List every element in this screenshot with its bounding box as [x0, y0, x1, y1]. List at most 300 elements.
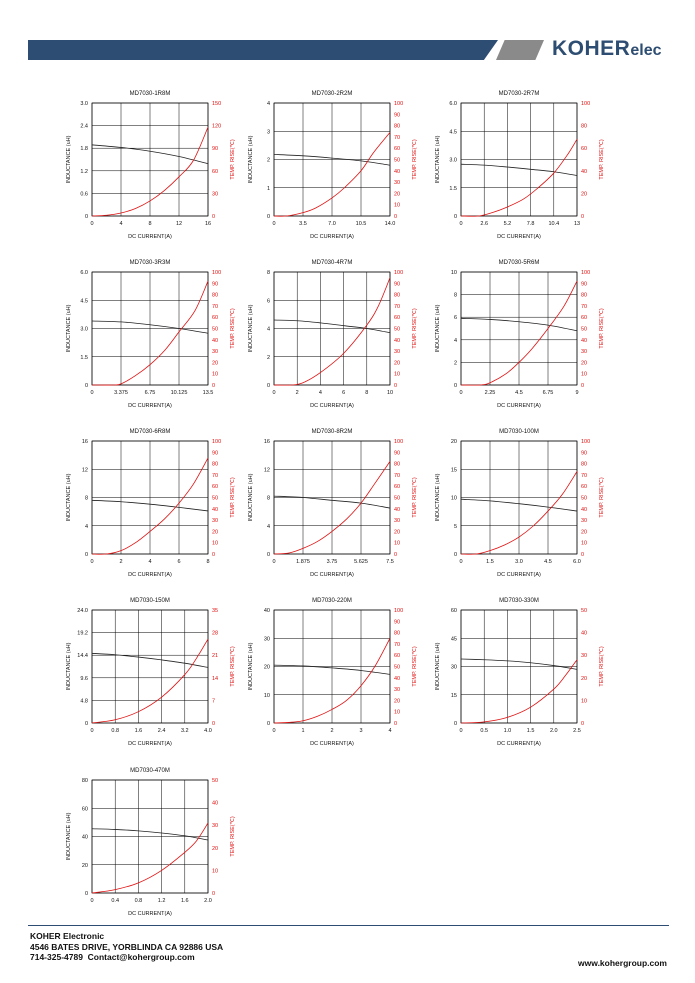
y-right-tick-label: 30	[581, 518, 588, 525]
y-right-tick-label: 70	[394, 303, 401, 310]
x-tick-label: 5.625	[354, 559, 368, 565]
y-left-tick-label: 4.8	[80, 698, 88, 705]
y-left-tick-label: 0	[266, 721, 270, 727]
inductance-chart	[435, 260, 605, 409]
chart-title: MD7030-5R6M	[498, 260, 540, 266]
x-axis-label: DC CURRENT(A)	[128, 234, 172, 240]
y-right-tick-label: 20	[212, 845, 219, 852]
x-tick-label: 2.6	[480, 221, 489, 227]
chart-title: MD7030-150M	[130, 598, 170, 604]
y-right-tick-label: 90	[394, 619, 401, 626]
y-left-tick-label: 0	[84, 552, 88, 558]
y-right-tick-label: 10	[212, 868, 219, 875]
y-right-tick-label: 20	[581, 191, 588, 198]
x-tick-label: 2.0	[204, 898, 212, 904]
inductance-chart	[248, 598, 418, 747]
y-right-tick-label: 50	[394, 157, 401, 164]
y-right-tick-label: 0	[212, 214, 216, 220]
x-tick-label: 6.75	[144, 390, 156, 396]
y-left-tick-label: 60	[450, 608, 457, 614]
x-tick-label: 1.6	[180, 898, 189, 904]
y-left-tick-label: 1.2	[80, 168, 88, 175]
y-left-tick-label: 2	[453, 360, 457, 367]
y-right-tick-label: 10	[212, 371, 219, 378]
inductance-chart	[435, 598, 605, 747]
y-right-tick-label: 40	[394, 675, 401, 682]
y-right-tick-label: 70	[394, 641, 401, 648]
y-right-tick-label: 21	[212, 653, 219, 660]
y-right-tick-label: 20	[394, 360, 401, 367]
y-right-tick-label: 70	[212, 472, 219, 479]
y-right-tick-label: 30	[212, 518, 219, 525]
y-right-tick-label: 0	[581, 383, 585, 389]
y-left-axis-label: INDUCTANCE (uH)	[248, 135, 254, 184]
y-right-tick-label: 100	[581, 439, 591, 445]
temp-rise-curve	[461, 139, 577, 216]
y-right-tick-label: 80	[581, 292, 588, 299]
y-right-tick-label: 30	[212, 823, 219, 830]
x-tick-label: 8	[365, 390, 369, 396]
y-right-tick-label: 100	[212, 439, 222, 445]
y-right-tick-label: 90	[394, 112, 401, 119]
x-tick-label: 0	[272, 390, 276, 396]
y-right-tick-label: 60	[581, 484, 588, 491]
y-left-tick-label: 4	[266, 101, 270, 107]
y-left-axis-label: INDUCTANCE (uH)	[66, 473, 72, 522]
y-right-tick-label: 40	[581, 630, 588, 637]
y-right-tick-label: 0	[394, 214, 398, 220]
y-right-tick-label: 10	[394, 540, 401, 547]
y-left-tick-label: 0.6	[80, 191, 88, 198]
x-tick-label: 10.4	[548, 221, 560, 227]
y-left-tick-label: 5	[453, 523, 457, 530]
x-tick-label: 2	[330, 728, 334, 734]
x-tick-label: 0	[459, 728, 463, 734]
y-left-tick-label: 0	[84, 383, 88, 389]
x-tick-label: 0	[459, 221, 463, 227]
y-right-tick-label: 20	[212, 529, 219, 536]
logo-suffix: elec	[630, 42, 662, 59]
x-tick-label: 0	[90, 221, 94, 227]
y-left-tick-label: 9.6	[80, 675, 88, 682]
y-right-tick-label: 40	[394, 337, 401, 344]
y-left-axis-label: INDUCTANCE (uH)	[435, 473, 441, 522]
y-right-axis-label: TEMP. RISE(℃)	[412, 308, 418, 349]
y-right-axis-label: TEMP. RISE(℃)	[599, 477, 605, 518]
x-tick-label: 1.6	[134, 728, 143, 734]
chart-title: MD7030-330M	[499, 598, 539, 604]
footer-divider	[28, 925, 669, 926]
x-tick-label: 5.2	[503, 221, 512, 227]
x-tick-label: 2.4	[157, 728, 166, 734]
y-right-tick-label: 40	[212, 506, 219, 513]
y-right-tick-label: 30	[581, 653, 588, 660]
inductance-chart	[435, 91, 605, 240]
x-tick-label: 4	[388, 728, 392, 734]
y-right-tick-label: 50	[394, 664, 401, 671]
y-left-tick-label: 6	[266, 298, 270, 305]
y-left-tick-label: 4.5	[80, 298, 88, 305]
inductance-chart	[66, 91, 236, 240]
x-tick-label: 12	[175, 221, 183, 227]
y-left-tick-label: 20	[263, 664, 270, 671]
x-tick-label: 6	[342, 390, 346, 396]
y-right-tick-label: 10	[581, 540, 588, 547]
y-right-tick-label: 100	[212, 270, 222, 276]
y-left-tick-label: 45	[450, 636, 457, 643]
y-left-tick-label: 6.0	[80, 270, 88, 276]
y-left-tick-label: 0	[453, 383, 457, 389]
x-tick-label: 1.5	[526, 728, 535, 734]
y-left-axis-label: INDUCTANCE (uH)	[248, 642, 254, 691]
y-left-tick-label: 0	[266, 552, 270, 558]
chart-title: MD7030-4R7M	[311, 260, 353, 266]
x-axis-label: DC CURRENT(A)	[497, 741, 541, 747]
inductance-chart	[248, 429, 418, 578]
y-left-tick-label: 2.4	[80, 123, 88, 130]
x-axis-label: DC CURRENT(A)	[128, 741, 172, 747]
y-left-tick-label: 1.5	[449, 185, 457, 192]
y-right-tick-label: 60	[581, 315, 588, 322]
y-right-tick-label: 30	[581, 349, 588, 356]
x-tick-label: 2.5	[573, 728, 581, 734]
y-right-tick-label: 90	[212, 450, 219, 457]
y-left-axis-label: INDUCTANCE (uH)	[66, 812, 72, 861]
y-left-tick-label: 0	[453, 552, 457, 558]
y-right-tick-label: 20	[394, 191, 401, 198]
y-right-axis-label: TEMP. RISE(℃)	[230, 139, 236, 180]
y-left-tick-label: 3.0	[449, 157, 457, 164]
y-right-tick-label: 50	[394, 326, 401, 333]
y-right-tick-label: 0	[581, 721, 585, 727]
y-left-tick-label: 0	[84, 721, 88, 727]
y-right-tick-label: 30	[394, 518, 401, 525]
y-left-tick-label: 4	[84, 523, 88, 530]
y-left-tick-label: 0	[453, 214, 457, 220]
y-right-tick-label: 100	[394, 101, 404, 107]
footer-address: 4546 BATES DRIVE, YORBLINDA CA 92886 USA	[30, 941, 224, 952]
y-left-axis-label: INDUCTANCE (uH)	[248, 473, 254, 522]
y-right-tick-label: 40	[394, 168, 401, 175]
y-right-tick-label: 50	[581, 495, 588, 502]
y-right-tick-label: 80	[212, 461, 219, 468]
y-right-tick-label: 50	[581, 326, 588, 333]
x-tick-label: 0	[272, 728, 276, 734]
x-tick-label: 3.75	[326, 559, 338, 565]
x-tick-label: 3.5	[299, 221, 307, 227]
y-right-tick-label: 60	[394, 653, 401, 660]
y-right-axis-label: TEMP. RISE(℃)	[412, 646, 418, 687]
y-right-tick-label: 60	[394, 315, 401, 322]
x-tick-label: 6.0	[573, 559, 581, 565]
x-tick-label: 4	[148, 559, 152, 565]
x-tick-label: 4.5	[515, 390, 523, 396]
y-right-tick-label: 50	[581, 608, 588, 614]
y-left-tick-label: 8	[266, 495, 270, 502]
inductance-chart	[66, 598, 236, 747]
x-axis-label: DC CURRENT(A)	[497, 234, 541, 240]
x-tick-label: 0.8	[134, 898, 143, 904]
y-right-tick-label: 20	[212, 360, 219, 367]
x-tick-label: 13	[573, 221, 581, 227]
chart-title: MD7030-470M	[130, 768, 170, 774]
y-right-tick-label: 0	[581, 552, 585, 558]
inductance-chart	[66, 429, 236, 578]
y-right-tick-label: 50	[212, 495, 219, 502]
x-tick-label: 10.5	[355, 221, 367, 227]
y-right-tick-label: 80	[212, 292, 219, 299]
y-right-tick-label: 40	[212, 800, 219, 807]
y-right-tick-label: 40	[212, 337, 219, 344]
y-right-tick-label: 20	[394, 529, 401, 536]
x-tick-label: 1.2	[157, 898, 166, 904]
x-tick-label: 13.5	[202, 390, 214, 396]
y-right-tick-label: 100	[394, 439, 404, 445]
y-left-tick-label: 10	[450, 495, 457, 502]
x-tick-label: 1.0	[503, 728, 512, 734]
x-axis-label: DC CURRENT(A)	[310, 572, 354, 578]
y-left-tick-label: 4	[453, 337, 457, 344]
x-tick-label: 8	[206, 559, 210, 565]
y-right-tick-label: 90	[212, 281, 219, 288]
x-tick-label: 0.8	[111, 728, 120, 734]
y-right-tick-label: 60	[212, 315, 219, 322]
y-right-tick-label: 10	[394, 202, 401, 209]
plot-frame	[92, 610, 208, 723]
x-axis-label: DC CURRENT(A)	[128, 572, 172, 578]
y-right-axis-label: TEMP. RISE(℃)	[230, 646, 236, 687]
y-right-axis-label: TEMP. RISE(℃)	[412, 139, 418, 180]
x-tick-label: 4	[119, 221, 123, 227]
y-right-tick-label: 10	[212, 540, 219, 547]
y-right-tick-label: 0	[394, 383, 398, 389]
y-left-tick-label: 10	[263, 692, 270, 699]
x-tick-label: 3.0	[515, 559, 523, 565]
x-tick-label: 0	[272, 221, 276, 227]
y-right-tick-label: 60	[581, 146, 588, 153]
y-left-tick-label: 10	[450, 270, 457, 276]
y-right-tick-label: 30	[394, 349, 401, 356]
y-right-tick-label: 30	[394, 687, 401, 694]
y-right-tick-label: 80	[394, 292, 401, 299]
x-tick-label: 10	[386, 390, 394, 396]
y-left-tick-label: 1	[266, 185, 270, 192]
x-tick-label: 0	[459, 559, 463, 565]
y-left-tick-label: 2	[266, 157, 270, 164]
y-right-tick-label: 70	[394, 472, 401, 479]
y-right-tick-label: 0	[394, 552, 398, 558]
y-right-tick-label: 20	[581, 360, 588, 367]
y-left-tick-label: 4.5	[449, 129, 457, 136]
y-right-tick-label: 0	[394, 721, 398, 727]
y-right-tick-label: 80	[394, 630, 401, 637]
y-right-tick-label: 100	[394, 270, 404, 276]
inductance-chart	[248, 260, 418, 409]
inductance-chart	[66, 768, 236, 917]
y-left-tick-label: 15	[450, 692, 457, 699]
y-left-tick-label: 3.0	[80, 101, 88, 107]
y-left-axis-label: INDUCTANCE (uH)	[66, 642, 72, 691]
y-left-tick-label: 24.0	[77, 608, 88, 614]
chart-title: MD7030-2R2M	[311, 91, 353, 97]
y-right-tick-label: 80	[581, 123, 588, 130]
x-axis-label: DC CURRENT(A)	[310, 403, 354, 409]
y-left-tick-label: 2	[266, 354, 270, 361]
y-left-tick-label: 6.0	[449, 101, 457, 107]
x-tick-label: 0	[90, 390, 94, 396]
y-right-tick-label: 30	[212, 191, 219, 198]
y-right-tick-label: 0	[212, 721, 216, 727]
x-tick-label: 10.125	[170, 390, 188, 396]
y-right-tick-label: 30	[212, 349, 219, 356]
x-tick-label: 7.8	[526, 221, 535, 227]
y-left-tick-label: 8	[84, 495, 88, 502]
y-right-tick-label: 80	[581, 461, 588, 468]
y-right-tick-label: 50	[212, 326, 219, 333]
x-tick-label: 6.75	[542, 390, 554, 396]
y-right-tick-label: 40	[581, 168, 588, 175]
y-left-tick-label: 0	[266, 214, 270, 220]
y-left-axis-label: INDUCTANCE (uH)	[435, 135, 441, 184]
x-axis-label: DC CURRENT(A)	[497, 403, 541, 409]
y-right-tick-label: 40	[581, 337, 588, 344]
y-left-tick-label: 3.0	[80, 326, 88, 333]
chart-title: MD7030-8R2M	[311, 429, 353, 435]
y-left-tick-label: 0	[84, 214, 88, 220]
y-right-axis-label: TEMP. RISE(℃)	[230, 816, 236, 857]
chart-title: MD7030-1R8M	[129, 91, 171, 97]
y-right-tick-label: 150	[212, 101, 222, 107]
y-left-axis-label: INDUCTANCE (uH)	[66, 135, 72, 184]
temp-rise-curve	[92, 823, 208, 893]
x-tick-label: 1.5	[486, 559, 494, 565]
y-right-tick-label: 10	[394, 709, 401, 716]
y-left-tick-label: 1.8	[80, 146, 88, 153]
y-left-tick-label: 80	[81, 778, 88, 784]
x-tick-label: 7.0	[328, 221, 336, 227]
y-right-tick-label: 90	[212, 146, 219, 153]
y-right-tick-label: 40	[581, 506, 588, 513]
x-axis-label: DC CURRENT(A)	[497, 572, 541, 578]
y-right-tick-label: 50	[212, 778, 219, 784]
y-left-tick-label: 19.2	[77, 630, 88, 637]
x-tick-label: 9	[575, 390, 579, 396]
y-right-tick-label: 40	[394, 506, 401, 513]
logo-brand: KOHER	[552, 37, 631, 60]
x-tick-label: 8	[148, 221, 152, 227]
x-tick-label: 3	[359, 728, 363, 734]
x-axis-label: DC CURRENT(A)	[128, 403, 172, 409]
y-right-tick-label: 7	[212, 698, 216, 705]
y-right-tick-label: 0	[212, 383, 216, 389]
chart-title: MD7030-220M	[312, 598, 352, 604]
y-right-tick-label: 70	[394, 134, 401, 141]
x-axis-label: DC CURRENT(A)	[310, 741, 354, 747]
y-left-tick-label: 12	[263, 467, 270, 474]
y-left-axis-label: INDUCTANCE (uH)	[66, 304, 72, 353]
y-right-tick-label: 100	[581, 101, 591, 107]
y-right-tick-label: 10	[581, 698, 588, 705]
footer-website: www.kohergroup.com	[578, 958, 667, 968]
inductance-curve	[461, 659, 577, 669]
y-right-tick-label: 80	[394, 461, 401, 468]
x-tick-label: 0	[90, 728, 94, 734]
y-left-tick-label: 30	[263, 636, 270, 643]
y-right-tick-label: 120	[212, 123, 222, 130]
y-left-tick-label: 0	[453, 721, 457, 727]
y-left-tick-label: 16	[263, 439, 270, 445]
y-right-tick-label: 14	[212, 675, 219, 682]
y-left-tick-label: 8	[266, 270, 270, 276]
y-right-tick-label: 0	[212, 891, 216, 897]
y-right-tick-label: 20	[394, 698, 401, 705]
x-tick-label: 0	[90, 898, 94, 904]
y-left-tick-label: 4	[266, 523, 270, 530]
x-tick-label: 7.5	[386, 559, 394, 565]
y-right-tick-label: 30	[394, 180, 401, 187]
y-right-tick-label: 10	[581, 371, 588, 378]
y-right-tick-label: 70	[581, 303, 588, 310]
y-right-tick-label: 90	[394, 281, 401, 288]
y-left-tick-label: 3	[266, 129, 270, 136]
y-right-tick-label: 0	[581, 214, 585, 220]
x-tick-label: 4.5	[544, 559, 552, 565]
x-tick-label: 1.875	[296, 559, 310, 565]
x-axis-label: DC CURRENT(A)	[128, 911, 172, 917]
y-right-tick-label: 90	[394, 450, 401, 457]
y-left-tick-label: 4	[266, 326, 270, 333]
y-right-tick-label: 100	[581, 270, 591, 276]
inductance-chart	[248, 91, 418, 240]
y-left-tick-label: 12	[81, 467, 88, 474]
y-right-tick-label: 60	[394, 484, 401, 491]
x-axis-label: DC CURRENT(A)	[310, 234, 354, 240]
y-right-tick-label: 100	[394, 608, 404, 614]
x-tick-label: 4.0	[204, 728, 212, 734]
x-tick-label: 4	[318, 390, 322, 396]
y-right-tick-label: 70	[581, 472, 588, 479]
x-tick-label: 2	[119, 559, 123, 565]
temp-rise-curve	[274, 278, 390, 386]
y-left-tick-label: 40	[81, 834, 88, 841]
y-right-tick-label: 35	[212, 608, 219, 614]
y-right-axis-label: TEMP. RISE(℃)	[412, 477, 418, 518]
y-left-axis-label: INDUCTANCE (uH)	[435, 304, 441, 353]
temp-rise-curve	[92, 639, 208, 723]
y-left-axis-label: INDUCTANCE (uH)	[435, 642, 441, 691]
x-tick-label: 0.4	[111, 898, 120, 904]
y-left-axis-label: INDUCTANCE (uH)	[248, 304, 254, 353]
temp-rise-curve	[461, 660, 577, 723]
y-right-tick-label: 0	[212, 552, 216, 558]
chart-title: MD7030-3R3M	[129, 260, 171, 266]
y-right-tick-label: 90	[581, 450, 588, 457]
y-right-axis-label: TEMP. RISE(℃)	[599, 646, 605, 687]
footer-company: KOHER Electronic	[30, 931, 105, 941]
x-tick-label: 6	[177, 559, 181, 565]
y-left-tick-label: 0	[84, 891, 88, 897]
y-left-tick-label: 30	[450, 664, 457, 671]
x-tick-label: 16	[204, 221, 212, 227]
chart-title: MD7030-2R7M	[498, 91, 540, 97]
y-left-tick-label: 1.5	[80, 354, 88, 361]
y-left-tick-label: 60	[81, 806, 88, 813]
x-tick-label: 0	[272, 559, 276, 565]
x-tick-label: 14.0	[384, 221, 396, 227]
y-right-axis-label: TEMP. RISE(℃)	[230, 308, 236, 349]
y-left-tick-label: 15	[450, 467, 457, 474]
y-left-tick-label: 6	[453, 315, 457, 322]
